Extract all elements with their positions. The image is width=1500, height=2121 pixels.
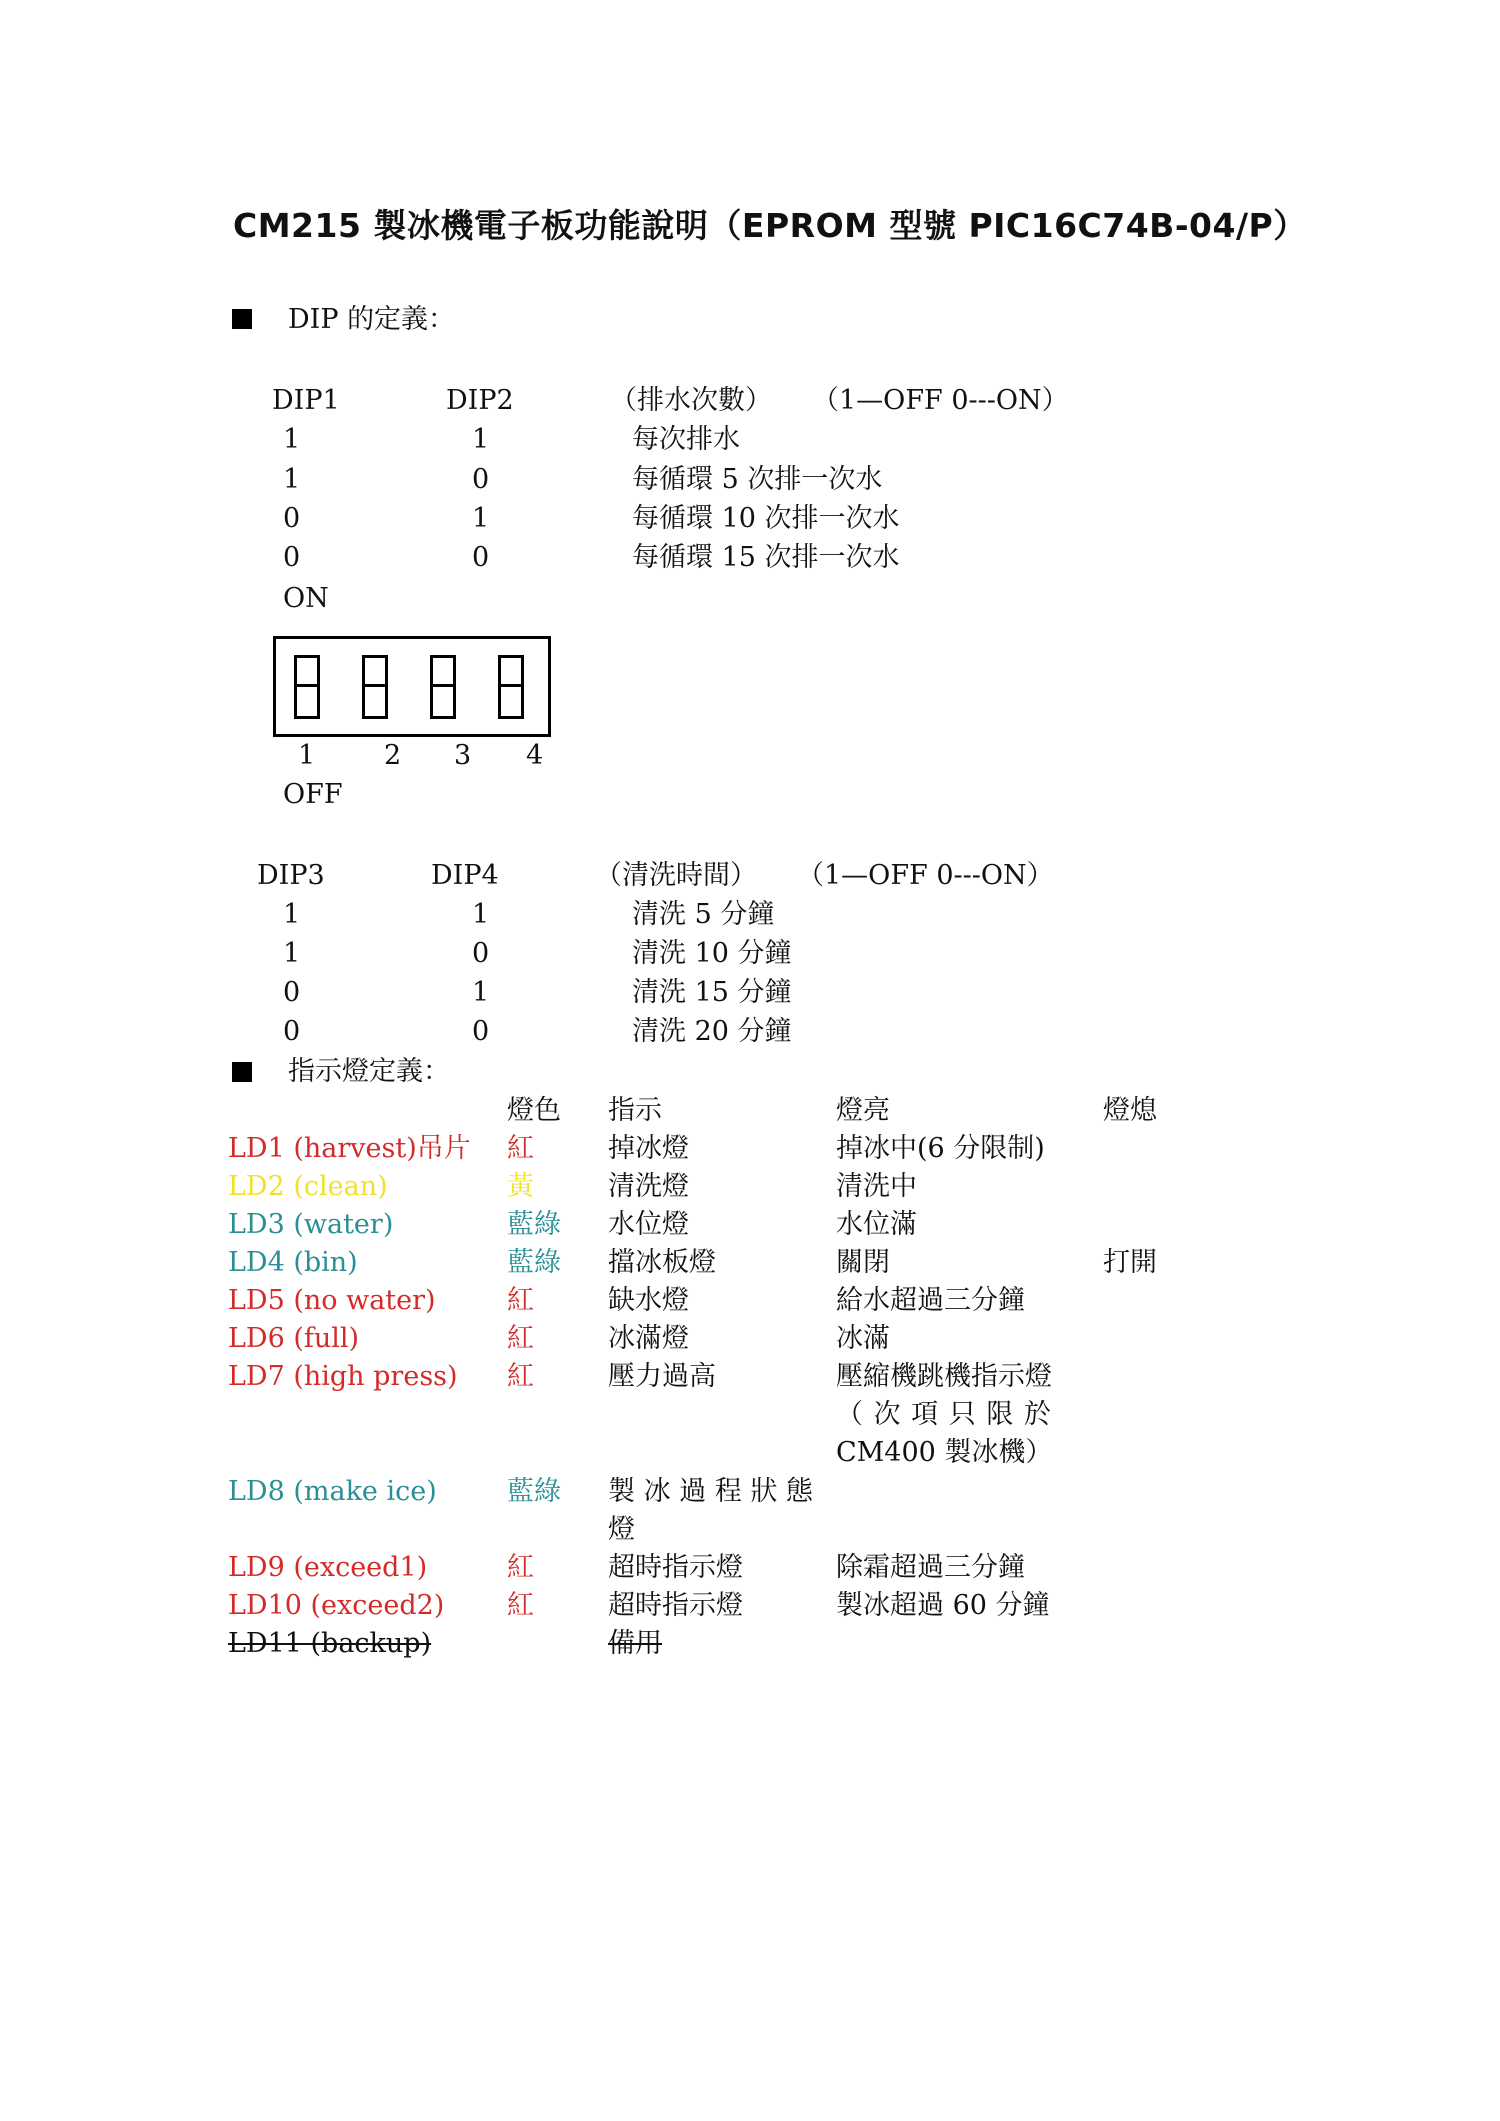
led-name: LD1 (harvest)吊片 — [228, 1133, 471, 1164]
switch-number: 4 — [526, 740, 544, 771]
cell: 清洗 15 分鐘 — [632, 977, 792, 1008]
cell: 0 — [472, 938, 490, 969]
cell: 每次排水 — [632, 424, 740, 455]
led-indicator: 缺水燈 — [608, 1285, 689, 1316]
cell: 1 — [283, 424, 301, 455]
header-indicator: 指示 — [608, 1095, 662, 1126]
col-clean-time: （清洗時間） — [595, 860, 757, 891]
cell: 0 — [283, 542, 301, 573]
led-indicator: 水位燈 — [608, 1209, 689, 1240]
cell: 每循環 5 次排一次水 — [632, 464, 883, 495]
cell: 每循環 15 次排一次水 — [632, 542, 900, 573]
col-dip1: DIP1 — [272, 385, 340, 416]
led-name: LD11 (backup) — [228, 1628, 432, 1659]
led-indicator-cont: 燈 — [608, 1514, 635, 1545]
led-indicator: 超時指示燈 — [608, 1552, 743, 1583]
bullet-icon — [232, 309, 252, 329]
cell: 1 — [283, 938, 301, 969]
led-on: 除霜超過三分鐘 — [836, 1552, 1025, 1583]
led-name: LD7 (high press) — [228, 1361, 458, 1392]
led-on: 給水超過三分鐘 — [836, 1285, 1025, 1316]
led-name: LD5 (no water) — [228, 1285, 436, 1316]
led-on: 壓縮機跳機指示燈 — [836, 1361, 1052, 1392]
cell: 1 — [472, 503, 490, 534]
led-on: 製冰超過 60 分鐘 — [836, 1590, 1050, 1621]
led-heading: 指示燈定義： — [288, 1056, 450, 1087]
cell: 每循環 10 次排一次水 — [632, 503, 900, 534]
led-color: 紅 — [507, 1133, 534, 1164]
cell: 1 — [472, 899, 490, 930]
led-indicator: 製 冰 過 程 狀 態 — [608, 1476, 813, 1507]
led-name: LD6 (full) — [228, 1323, 360, 1354]
led-indicator: 清洗燈 — [608, 1171, 689, 1202]
switch-number: 2 — [384, 740, 402, 771]
dip-heading: DIP 的定義： — [288, 304, 456, 335]
off-label: OFF — [283, 779, 343, 810]
led-color: 紅 — [507, 1552, 534, 1583]
cell: 0 — [283, 1016, 301, 1047]
col-note: （1—OFF 0---ON） — [797, 860, 1054, 891]
cell: 0 — [283, 977, 301, 1008]
header-color: 燈色 — [507, 1095, 561, 1126]
switch-number: 3 — [454, 740, 472, 771]
led-name: LD9 (exceed1) — [228, 1552, 428, 1583]
led-on: 關閉 — [836, 1247, 890, 1278]
led-on: 水位滿 — [836, 1209, 917, 1240]
cell: 0 — [472, 464, 490, 495]
led-color: 黃 — [507, 1171, 534, 1202]
led-indicator: 壓力過高 — [608, 1361, 716, 1392]
col-drain-count: （排水次數） — [610, 385, 772, 416]
led-on: 冰滿 — [836, 1323, 890, 1354]
led-color: 紅 — [507, 1590, 534, 1621]
led-name: LD3 (water) — [228, 1209, 394, 1240]
col-dip3: DIP3 — [257, 860, 325, 891]
cell: 清洗 10 分鐘 — [632, 938, 792, 969]
cell: 1 — [283, 899, 301, 930]
col-dip4: DIP4 — [431, 860, 499, 891]
on-label: ON — [283, 583, 329, 614]
dip-switch-body — [273, 636, 551, 737]
header-on: 燈亮 — [836, 1095, 890, 1126]
led-on: 掉冰中(6 分限制) — [836, 1133, 1045, 1164]
cell: 1 — [472, 977, 490, 1008]
col-note: （1—OFF 0---ON） — [812, 385, 1069, 416]
switch-3-icon — [430, 655, 456, 719]
led-indicator: 掉冰燈 — [608, 1133, 689, 1164]
header-off: 燈熄 — [1103, 1095, 1157, 1126]
led-color: 藍綠 — [507, 1247, 561, 1278]
switch-2-icon — [362, 655, 388, 719]
led-on-note: CM400 製冰機） — [836, 1437, 1053, 1468]
led-indicator: 擋冰板燈 — [608, 1247, 716, 1278]
switch-1-icon — [294, 655, 320, 719]
led-on: 清洗中 — [836, 1171, 917, 1202]
cell: 0 — [472, 1016, 490, 1047]
cell: 清洗 20 分鐘 — [632, 1016, 792, 1047]
cell: 清洗 5 分鐘 — [632, 899, 775, 930]
col-dip2: DIP2 — [446, 385, 514, 416]
led-color: 紅 — [507, 1361, 534, 1392]
led-indicator: 超時指示燈 — [608, 1590, 743, 1621]
led-name: LD10 (exceed2) — [228, 1590, 445, 1621]
cell: 1 — [283, 464, 301, 495]
cell: 0 — [283, 503, 301, 534]
led-name: LD8 (make ice) — [228, 1476, 437, 1507]
led-color: 藍綠 — [507, 1476, 561, 1507]
bullet-icon — [232, 1062, 252, 1082]
led-color: 藍綠 — [507, 1209, 561, 1240]
led-name: LD2 (clean) — [228, 1171, 388, 1202]
switch-number: 1 — [298, 740, 316, 771]
page-title: CM215 製冰機電子板功能說明（EPROM 型號 PIC16C74B-04/P） — [233, 206, 1307, 245]
led-on-note: （ 次 項 只 限 於 — [836, 1399, 1052, 1430]
led-color: 紅 — [507, 1285, 534, 1316]
cell: 0 — [472, 542, 490, 573]
switch-4-icon — [498, 655, 524, 719]
led-off: 打開 — [1103, 1247, 1157, 1278]
led-indicator: 冰滿燈 — [608, 1323, 689, 1354]
led-indicator: 備用 — [608, 1628, 662, 1659]
cell: 1 — [472, 424, 490, 455]
led-name: LD4 (bin) — [228, 1247, 358, 1278]
led-color: 紅 — [507, 1323, 534, 1354]
